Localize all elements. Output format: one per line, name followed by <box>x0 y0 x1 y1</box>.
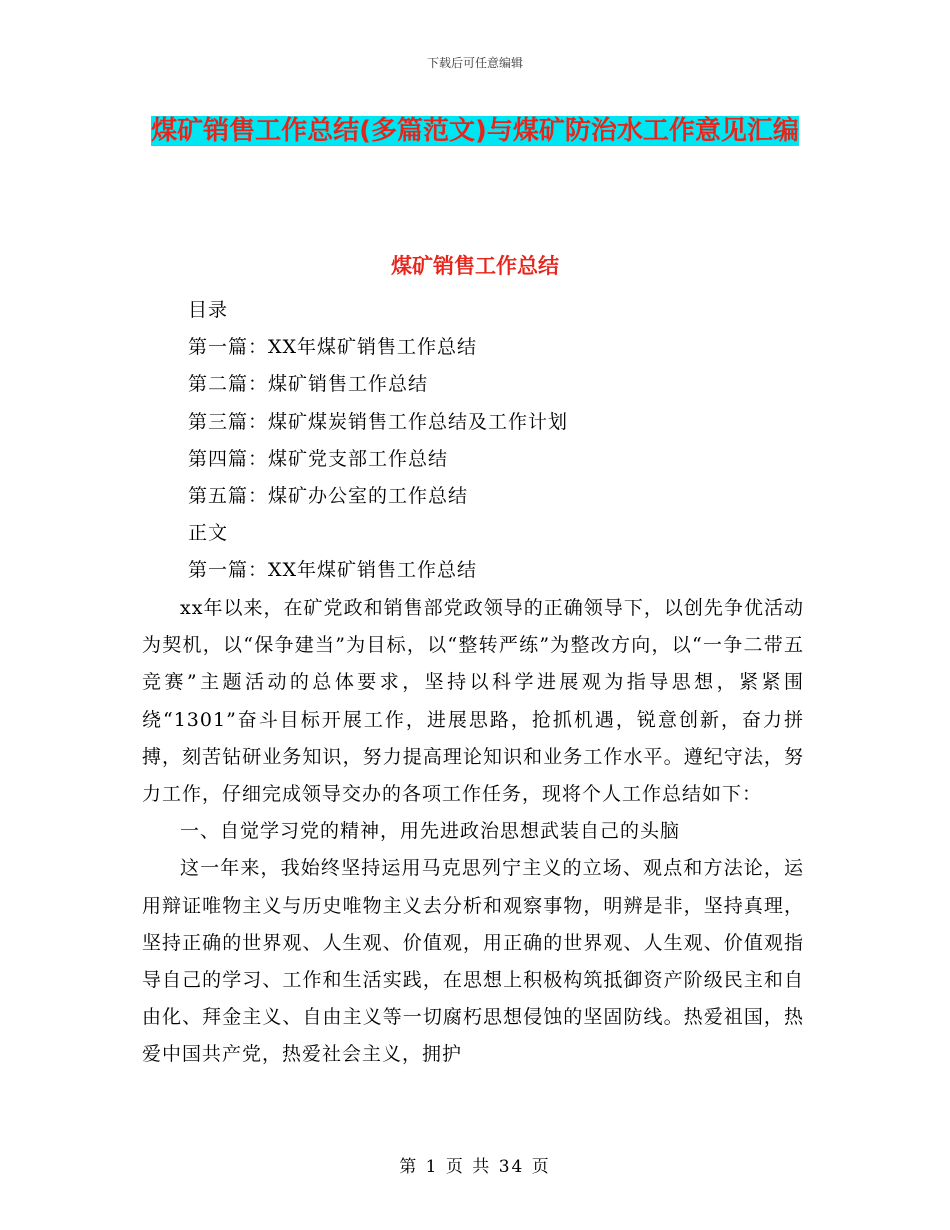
section-title: 煤矿销售工作总结 <box>391 254 559 278</box>
document-title-text: 煤矿销售工作总结(多篇范文)与煤矿防治水工作意见汇编 <box>151 116 799 146</box>
header-note: 下载后可任意编辑 <box>426 56 523 70</box>
document-title <box>140 108 810 154</box>
paragraph: 这一年来，我始终坚持运用马克思列宁主义的立场、观点和方法论，运用辩证唯物主义与历史唯物主义去分析和观察事物，明辨是非，坚持真理，坚持正确的世界观、人生观、价值观，用正确的世界观、人生观、价值观指导自己的学习、工作和生活实践，在思想上积极构筑抵御资产阶级民主和自由化、拜金主义、自由主义等一切腐朽思想侵蚀的坚固防线。热爱祖国，热爱中国共产党，热爱社会主义，拥护 <box>142 857 804 1066</box>
paragraph: xx年以来，在矿党政和销售部党政领导的正确领导下，以创先争优活动为契机，以“保争建当”为目标，以“整转严练”为整改方向，以“一争二带五竞赛”主题活动的总体要求，坚持以科学进展观为指导思想，紧紧围绕“1301”奋斗目标开展工作，进展思路，抢抓机遇，锐意创新，奋力拼搏，刻苦钻研业务知识，努力提高理论知识和业务工作水平。遵纪守法，努力工作，仔细完成领导交办的各项工作任务，现将个人工作总结如下： <box>142 597 804 806</box>
body-heading: 正文 <box>188 522 229 545</box>
paragraph-heading: 一、自觉学习党的精神，用先进政治思想武装自己的头脑 <box>180 820 681 843</box>
toc-heading: 目录 <box>188 299 229 321</box>
article-body <box>142 590 804 1074</box>
toc-item: 第二篇：煤矿销售工作总结 <box>188 373 429 396</box>
toc-item: 第三篇：煤矿煤炭销售工作总结及工作计划 <box>188 410 569 433</box>
toc-item: 第四篇：煤矿党支部工作总结 <box>188 447 449 470</box>
first-article-title: 第一篇：XX年煤矿销售工作总结 <box>188 559 478 582</box>
page-footer: 第 1 页 共 34 页 <box>399 1157 551 1177</box>
table-of-contents <box>188 292 828 590</box>
toc-item: 第五篇：煤矿办公室的工作总结 <box>188 485 469 508</box>
toc-item: 第一篇：XX年煤矿销售工作总结 <box>188 336 478 359</box>
